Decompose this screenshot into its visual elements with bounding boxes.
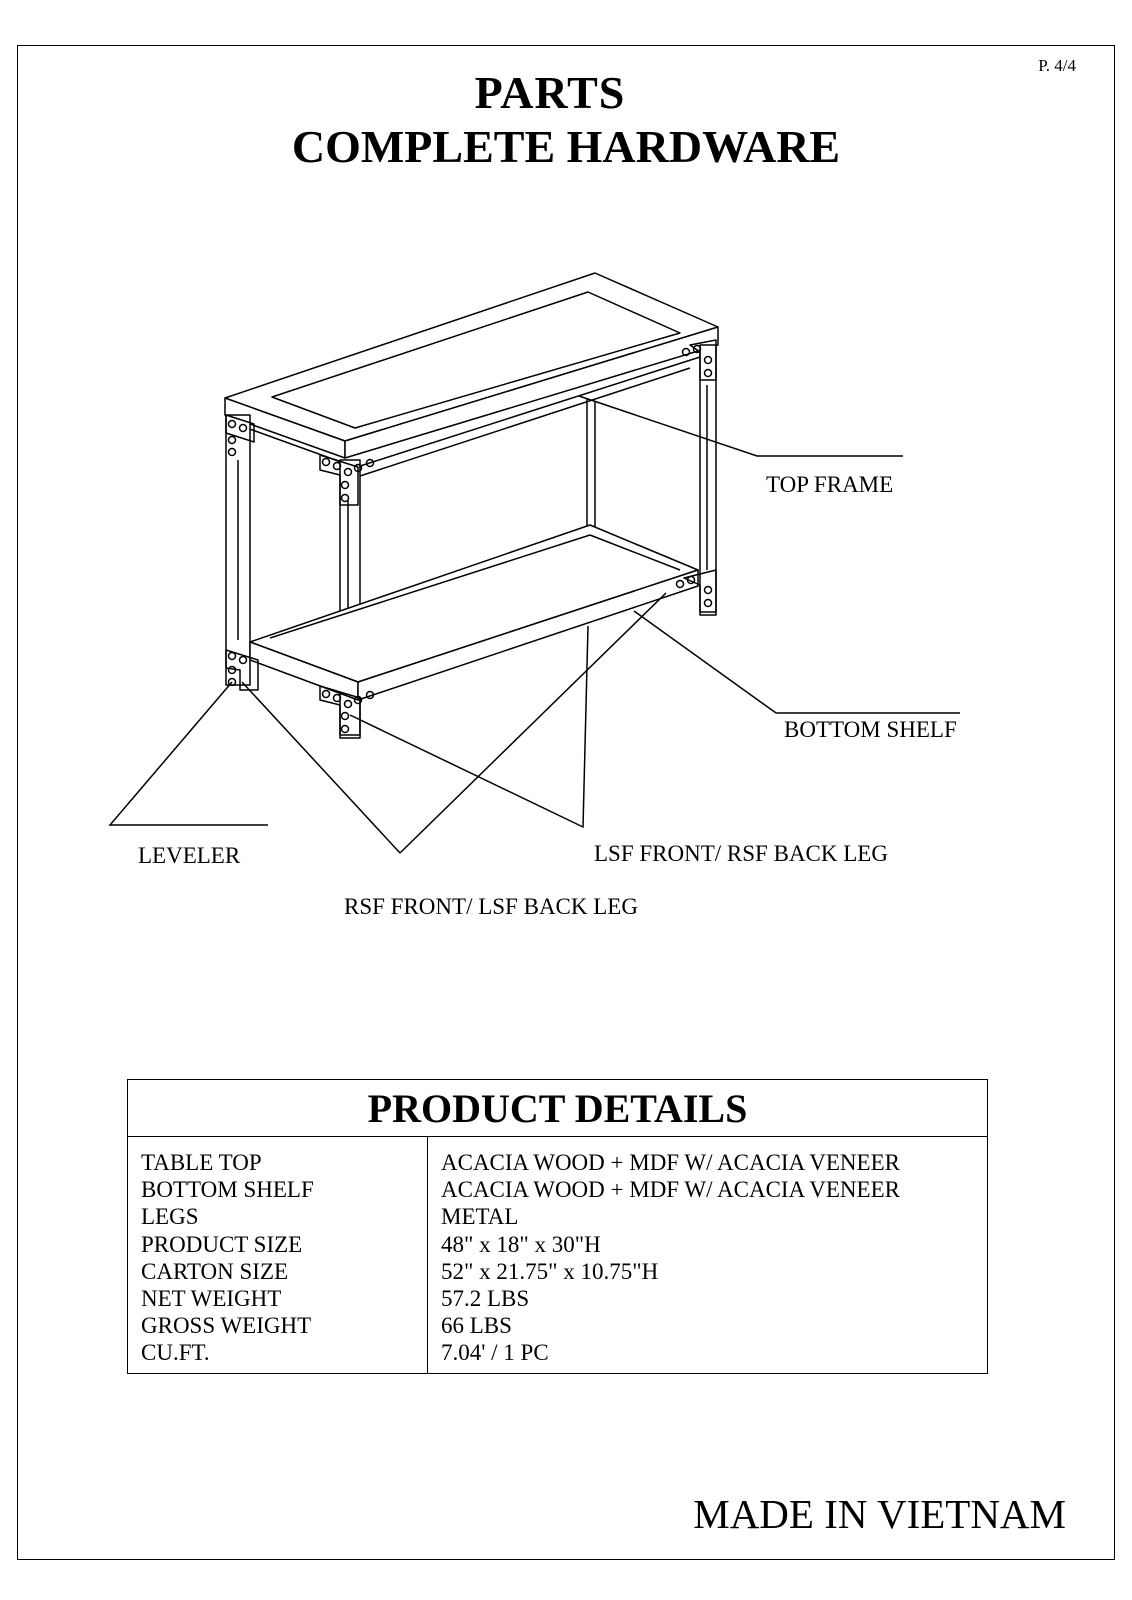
- detail-value: 52" x 21.75" x 10.75"H: [441, 1258, 659, 1284]
- detail-value: 48" x 18" x 30"H: [441, 1231, 601, 1257]
- leader-leveler: [110, 682, 268, 825]
- made-in-label: MADE IN VIETNAM: [693, 1491, 1066, 1537]
- detail-value: ACACIA WOOD + MDF W/ ACACIA VENEER: [441, 1150, 900, 1175]
- leader-bottom-shelf: [634, 611, 960, 713]
- label-bottom-shelf: BOTTOM SHELF: [784, 717, 957, 742]
- details-values-column: [441, 1149, 900, 1367]
- detail-value: 7.04' / 1 PC: [441, 1340, 549, 1366]
- page-subtitle: COMPLETE HARDWARE: [291, 121, 841, 172]
- label-lsf-front-rsf-back-leg: LSF FRONT/ RSF BACK LEG: [594, 841, 888, 866]
- bottom-shelf: [250, 525, 698, 700]
- details-labels-column: [141, 1149, 314, 1367]
- label-leveler: LEVELER: [138, 843, 241, 868]
- detail-label: TABLE TOP: [141, 1150, 262, 1175]
- product-details-table: [127, 1079, 988, 1374]
- page-title: PARTS: [474, 67, 626, 118]
- right-leg: [700, 345, 716, 615]
- detail-value: 66 LBS: [441, 1313, 512, 1339]
- label-top-frame: TOP FRAME: [766, 472, 894, 497]
- detail-value: ACACIA WOOD + MDF W/ ACACIA VENEER: [441, 1177, 900, 1203]
- detail-label: NET WEIGHT: [141, 1286, 282, 1312]
- detail-value: METAL: [441, 1204, 519, 1230]
- detail-label: GROSS WEIGHT: [141, 1313, 312, 1339]
- detail-label: PRODUCT SIZE: [141, 1231, 303, 1257]
- detail-label: CU.FT.: [141, 1340, 210, 1366]
- label-rsf-front-lsf-back-leg: RSF FRONT/ LSF BACK LEG: [344, 894, 638, 919]
- leader-rsf-front-leg-a: [242, 682, 400, 853]
- product-details-heading: PRODUCT DETAILS: [128, 1080, 987, 1137]
- detail-label: BOTTOM SHELF: [141, 1177, 314, 1203]
- leader-top-frame: [579, 396, 903, 456]
- detail-label: CARTON SIZE: [141, 1258, 289, 1284]
- detail-value: 57.2 LBS: [441, 1286, 530, 1312]
- detail-label: LEGS: [141, 1204, 199, 1230]
- column-divider: [427, 1137, 428, 1374]
- back-leg: [587, 398, 595, 533]
- page-number: P. 4/4: [1038, 56, 1076, 75]
